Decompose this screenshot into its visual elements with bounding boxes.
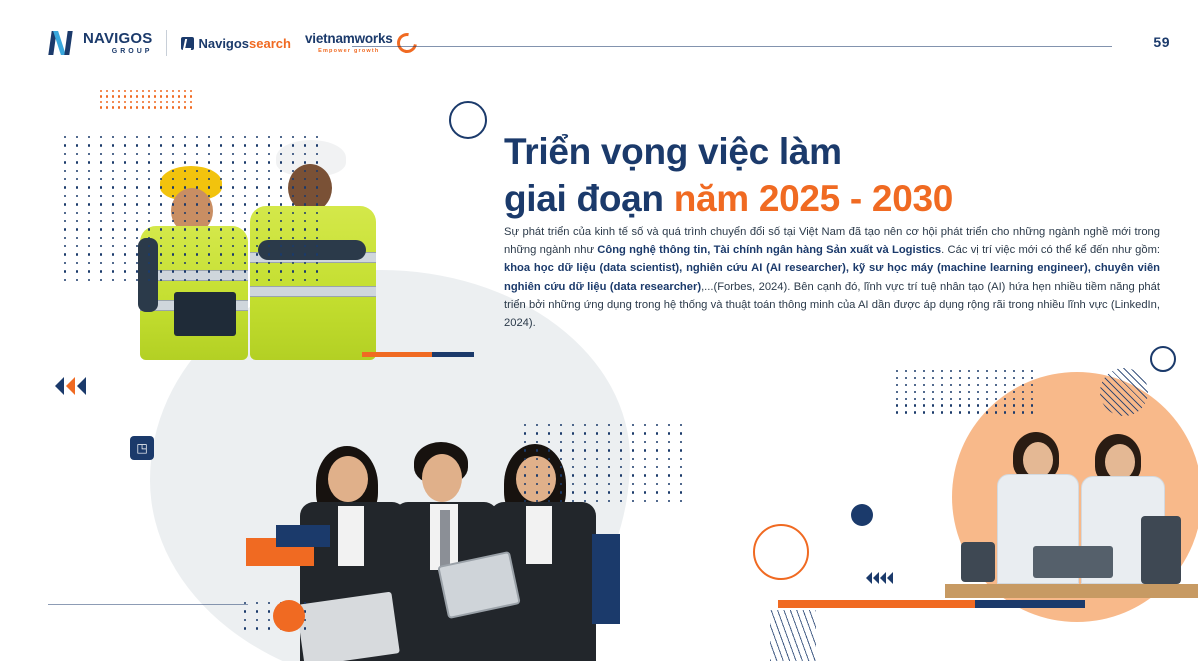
header-divider bbox=[352, 46, 1112, 47]
title-line-1: Triển vọng việc làm bbox=[504, 130, 842, 172]
ring-outline-orange bbox=[753, 524, 809, 580]
vietnamworks-logo[interactable] bbox=[305, 31, 417, 55]
navigos-group-logo[interactable] bbox=[48, 28, 152, 58]
rect-navy-block bbox=[592, 534, 620, 624]
laptop-device bbox=[296, 592, 400, 661]
navigos-search-name-2: search bbox=[249, 35, 291, 51]
lab-instrument bbox=[1033, 546, 1113, 578]
body-bold-2: khoa học dữ liệu (data scientist), nghiên cứu AI (AI researcher), kỹ sư học máy (machine learning engineer), chuyên viên nghiên cứu dữ liệu (data researcher) bbox=[504, 262, 1160, 293]
hatched-circle bbox=[1100, 368, 1148, 416]
body-bold-1: Công nghệ thông tin, Tài chính ngân hàng Sản xuất và Logistics bbox=[597, 244, 942, 257]
navigos-search-name-1: Navigos bbox=[198, 35, 250, 51]
chevron-small-icon bbox=[866, 572, 893, 584]
bar-navy-top bbox=[432, 352, 474, 357]
vietnamworks-name: vietnamworks bbox=[304, 31, 393, 47]
hatched-lines bbox=[770, 610, 816, 661]
navigos-group-sub: GROUP bbox=[111, 48, 153, 55]
logo-divider bbox=[166, 30, 167, 56]
chevron-left-icon bbox=[55, 377, 86, 395]
page-number: 59 bbox=[1153, 34, 1170, 50]
check-icon bbox=[181, 37, 194, 50]
lab-equipment bbox=[961, 542, 995, 582]
bar-navy-bottom bbox=[975, 600, 1085, 608]
dot-grid-center bbox=[524, 424, 686, 502]
ring-outline-navy-small bbox=[1150, 346, 1176, 372]
microscope bbox=[1141, 516, 1181, 584]
vietnamworks-ring-icon bbox=[393, 29, 421, 57]
logo-bar bbox=[48, 28, 417, 58]
certificate-icon: ◳ bbox=[130, 436, 154, 460]
bottom-divider bbox=[48, 604, 248, 605]
body-part-3: ,...(Forbes, 2024). Bên cạnh đó, lĩnh vực trí tuệ nhân tạo (AI) hứa hẹn nhiều tiềm năng phát triển bởi những ứng dụng trong hệ thống và thuật toán thông minh của AI dần được áp dụng rộng rãi trong nhiều lĩnh vực (LinkedIn, 2024). bbox=[504, 280, 1160, 329]
ring-outline-navy-large bbox=[449, 101, 487, 139]
navigos-search-logo[interactable] bbox=[181, 36, 291, 51]
page-title bbox=[504, 128, 1164, 223]
dot-grid-left bbox=[64, 136, 322, 281]
dot-grid-right bbox=[896, 370, 1036, 414]
lab-bench bbox=[945, 584, 1198, 598]
navigos-mark-icon bbox=[48, 28, 78, 58]
navigos-group-name: NAVIGOS bbox=[83, 30, 153, 47]
dot-grid-top-left bbox=[100, 90, 193, 109]
rect-navy-small-block bbox=[276, 525, 330, 547]
body-part-1: Sự phát triển của kinh tế số và quá trình chuyển đổi số tại Việt Nam đã tạo nên cơ hội phát triển cho những ngành nghề mới trong những ngành như bbox=[504, 226, 1160, 257]
bar-orange-top bbox=[362, 352, 432, 357]
photo-lab-technicians bbox=[945, 420, 1198, 620]
body-part-2: . Các vị trí việc mới có thể kể đến như gồm: bbox=[941, 244, 1161, 257]
title-line-2-accent: năm 2025 - 2030 bbox=[673, 178, 954, 220]
dot-navy bbox=[851, 504, 873, 526]
dot-orange bbox=[273, 600, 305, 632]
body-paragraph bbox=[504, 223, 1160, 332]
bar-orange-bottom bbox=[778, 600, 975, 608]
vietnamworks-tagline: Empower growth bbox=[318, 48, 380, 55]
title-line-2-plain: giai đoạn bbox=[504, 178, 674, 220]
